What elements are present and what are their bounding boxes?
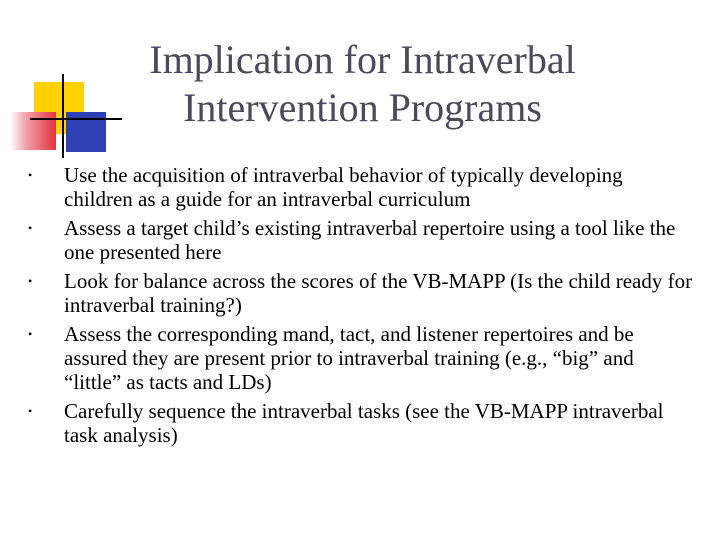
bullet-text: Assess the corresponding mand, tact, and listener repertoires and be assured they are present prior to intraverbal training (e.g., “big” and “little” as tacts and LDs) <box>64 322 634 394</box>
bullet-dot-icon: • <box>28 274 33 288</box>
bullet-dot-icon: • <box>28 327 33 341</box>
bullet-item <box>26 216 696 264</box>
bullet-item <box>26 399 696 447</box>
bullet-dot-icon: • <box>28 168 33 182</box>
slide-title <box>40 36 685 132</box>
bullet-dot-icon: • <box>28 404 33 418</box>
bullet-list <box>26 163 696 452</box>
slide-title-line-1: Implication for Intraverbal <box>149 37 576 82</box>
bullet-item <box>26 322 696 394</box>
bullet-text: Assess a target child’s existing intraverbal repertoire using a tool like the one presented here <box>64 216 676 264</box>
bullet-text: Look for balance across the scores of the VB-MAPP (Is the child ready for intraverbal training?) <box>64 269 693 317</box>
bullet-text: Carefully sequence the intraverbal tasks (see the VB-MAPP intraverbal task analysis) <box>64 399 664 447</box>
bullet-dot-icon: • <box>28 221 33 235</box>
slide-title-line-2: Intervention Programs <box>183 85 542 130</box>
bullet-item <box>26 163 696 211</box>
bullet-item <box>26 269 696 317</box>
bullet-text: Use the acquisition of intraverbal behavior of typically developing children as a guide for an intraverbal curriculum <box>64 163 623 211</box>
